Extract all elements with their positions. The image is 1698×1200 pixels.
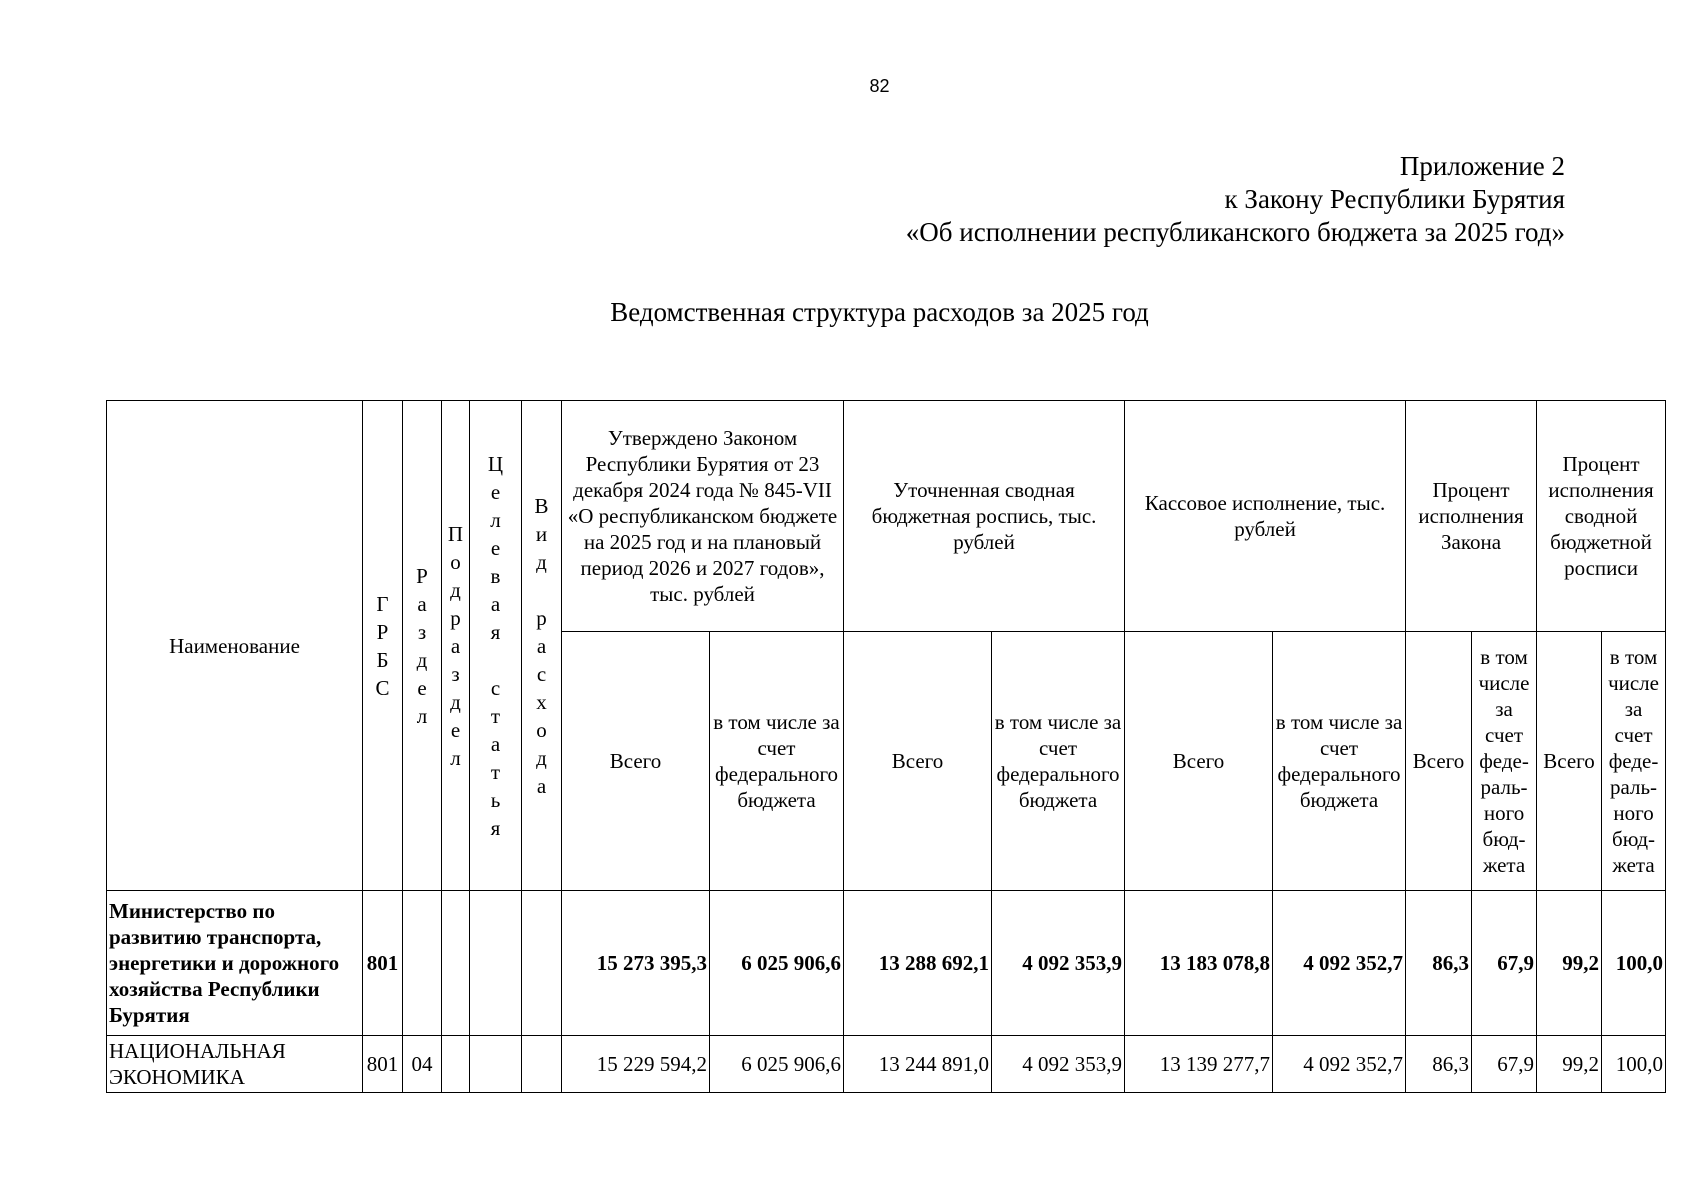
row-name: НАЦИОНАЛЬНАЯ ЭКОНОМИКА (107, 1036, 363, 1093)
header-vid-text: В и д р а с х о д а (534, 493, 549, 798)
row-cash-federal: 4 092 352,7 (1273, 1036, 1406, 1093)
header-podrazdel-text: П о д р а з д е л (447, 521, 464, 770)
row-refined-total: 13 244 891,0 (844, 1036, 992, 1093)
row-pct-law-total: 86,3 (1406, 891, 1472, 1036)
appendix-line-1: Приложение 2 (1399, 151, 1565, 181)
header-refined-federal: в том числе за счет федерального бюджета (992, 632, 1125, 891)
row-approved-federal: 6 025 906,6 (710, 1036, 844, 1093)
row-podrazdel (442, 1036, 470, 1093)
row-pct-schedule-federal: 100,0 (1602, 891, 1666, 1036)
row-pct-law-federal: 67,9 (1472, 891, 1537, 1036)
header-razdel-text: Р а з д е л (416, 563, 428, 728)
header-approved-total: Всего (562, 632, 710, 891)
row-grbs: 801 (363, 891, 403, 1036)
appendix-note (906, 150, 1565, 249)
header-pct-law-total: Всего (1406, 632, 1472, 891)
table-row-national-economy (107, 1036, 1666, 1093)
header-podrazdel (442, 401, 470, 891)
appendix-line-2: к Закону Республики Бурятия (1224, 184, 1565, 214)
row-razdel (403, 891, 442, 1036)
row-cash-total: 13 139 277,7 (1125, 1036, 1273, 1093)
row-podrazdel (442, 891, 470, 1036)
table-row-ministry (107, 891, 1666, 1036)
row-celevaya (470, 1036, 522, 1093)
header-pct-schedule: Процент исполнения сводной бюджетной росписи (1537, 401, 1666, 632)
header-vid-rashoda (522, 401, 562, 891)
header-cash-federal: в том числе за счет федерального бюджета (1273, 632, 1406, 891)
header-cash-total: Всего (1125, 632, 1273, 891)
row-pct-schedule-federal: 100,0 (1602, 1036, 1666, 1093)
header-cash: Кассовое исполнение, тыс. рублей (1125, 401, 1406, 632)
expenditure-table (106, 400, 1666, 1093)
header-pct-law: Процент исполнения Закона (1406, 401, 1537, 632)
row-pct-schedule-total: 99,2 (1537, 891, 1602, 1036)
appendix-line-3: «Об исполнении республиканского бюджета за 2025 год» (905, 217, 1565, 247)
row-refined-total: 13 288 692,1 (844, 891, 992, 1036)
header-celevaya-text: Ц е л е в а я с т а т ь я (487, 451, 504, 840)
row-celevaya (470, 891, 522, 1036)
document-title: Ведомственная структура расходов за 2025 год (610, 297, 1149, 327)
row-vid (522, 891, 562, 1036)
row-refined-federal: 4 092 353,9 (992, 891, 1125, 1036)
page-number: 82 (869, 76, 890, 96)
header-refined-total: Всего (844, 632, 992, 891)
row-razdel: 04 (403, 1036, 442, 1093)
header-razdel (403, 401, 442, 891)
row-pct-law-total: 86,3 (1406, 1036, 1472, 1093)
header-grbs-text: Г Р Б С (375, 591, 390, 700)
header-pct-schedule-total: Всего (1537, 632, 1602, 891)
row-cash-total: 13 183 078,8 (1125, 891, 1273, 1036)
row-cash-federal: 4 092 352,7 (1273, 891, 1406, 1036)
row-pct-schedule-total: 99,2 (1537, 1036, 1602, 1093)
row-name: Министерство по развитию транспорта, энергетики и дорожного хозяйства Республики Бурятия (107, 891, 363, 1036)
row-approved-total: 15 273 395,3 (562, 891, 710, 1036)
row-grbs: 801 (363, 1036, 403, 1093)
header-pct-schedule-federal: в том числе за счет феде-раль-ного бюд-жета (1602, 632, 1666, 891)
header-approved: Утверждено Законом Республики Бурятия от 23 декабря 2024 года № 845-VII «О республиканском бюджете на 2025 год и на плановый период 2026 и 2027 годов», тыс. рублей (562, 401, 844, 632)
row-pct-law-federal: 67,9 (1472, 1036, 1537, 1093)
header-celevaya-statya (470, 401, 522, 891)
row-approved-federal: 6 025 906,6 (710, 891, 844, 1036)
header-grbs (363, 401, 403, 891)
header-name: Наименование (107, 401, 363, 891)
header-approved-federal: в том числе за счет федерального бюджета (710, 632, 844, 891)
row-refined-federal: 4 092 353,9 (992, 1036, 1125, 1093)
header-refined: Уточненная сводная бюджетная роспись, тыс. рублей (844, 401, 1125, 632)
header-pct-law-federal: в том числе за счет феде-раль-ного бюд-жета (1472, 632, 1537, 891)
row-approved-total: 15 229 594,2 (562, 1036, 710, 1093)
row-vid (522, 1036, 562, 1093)
